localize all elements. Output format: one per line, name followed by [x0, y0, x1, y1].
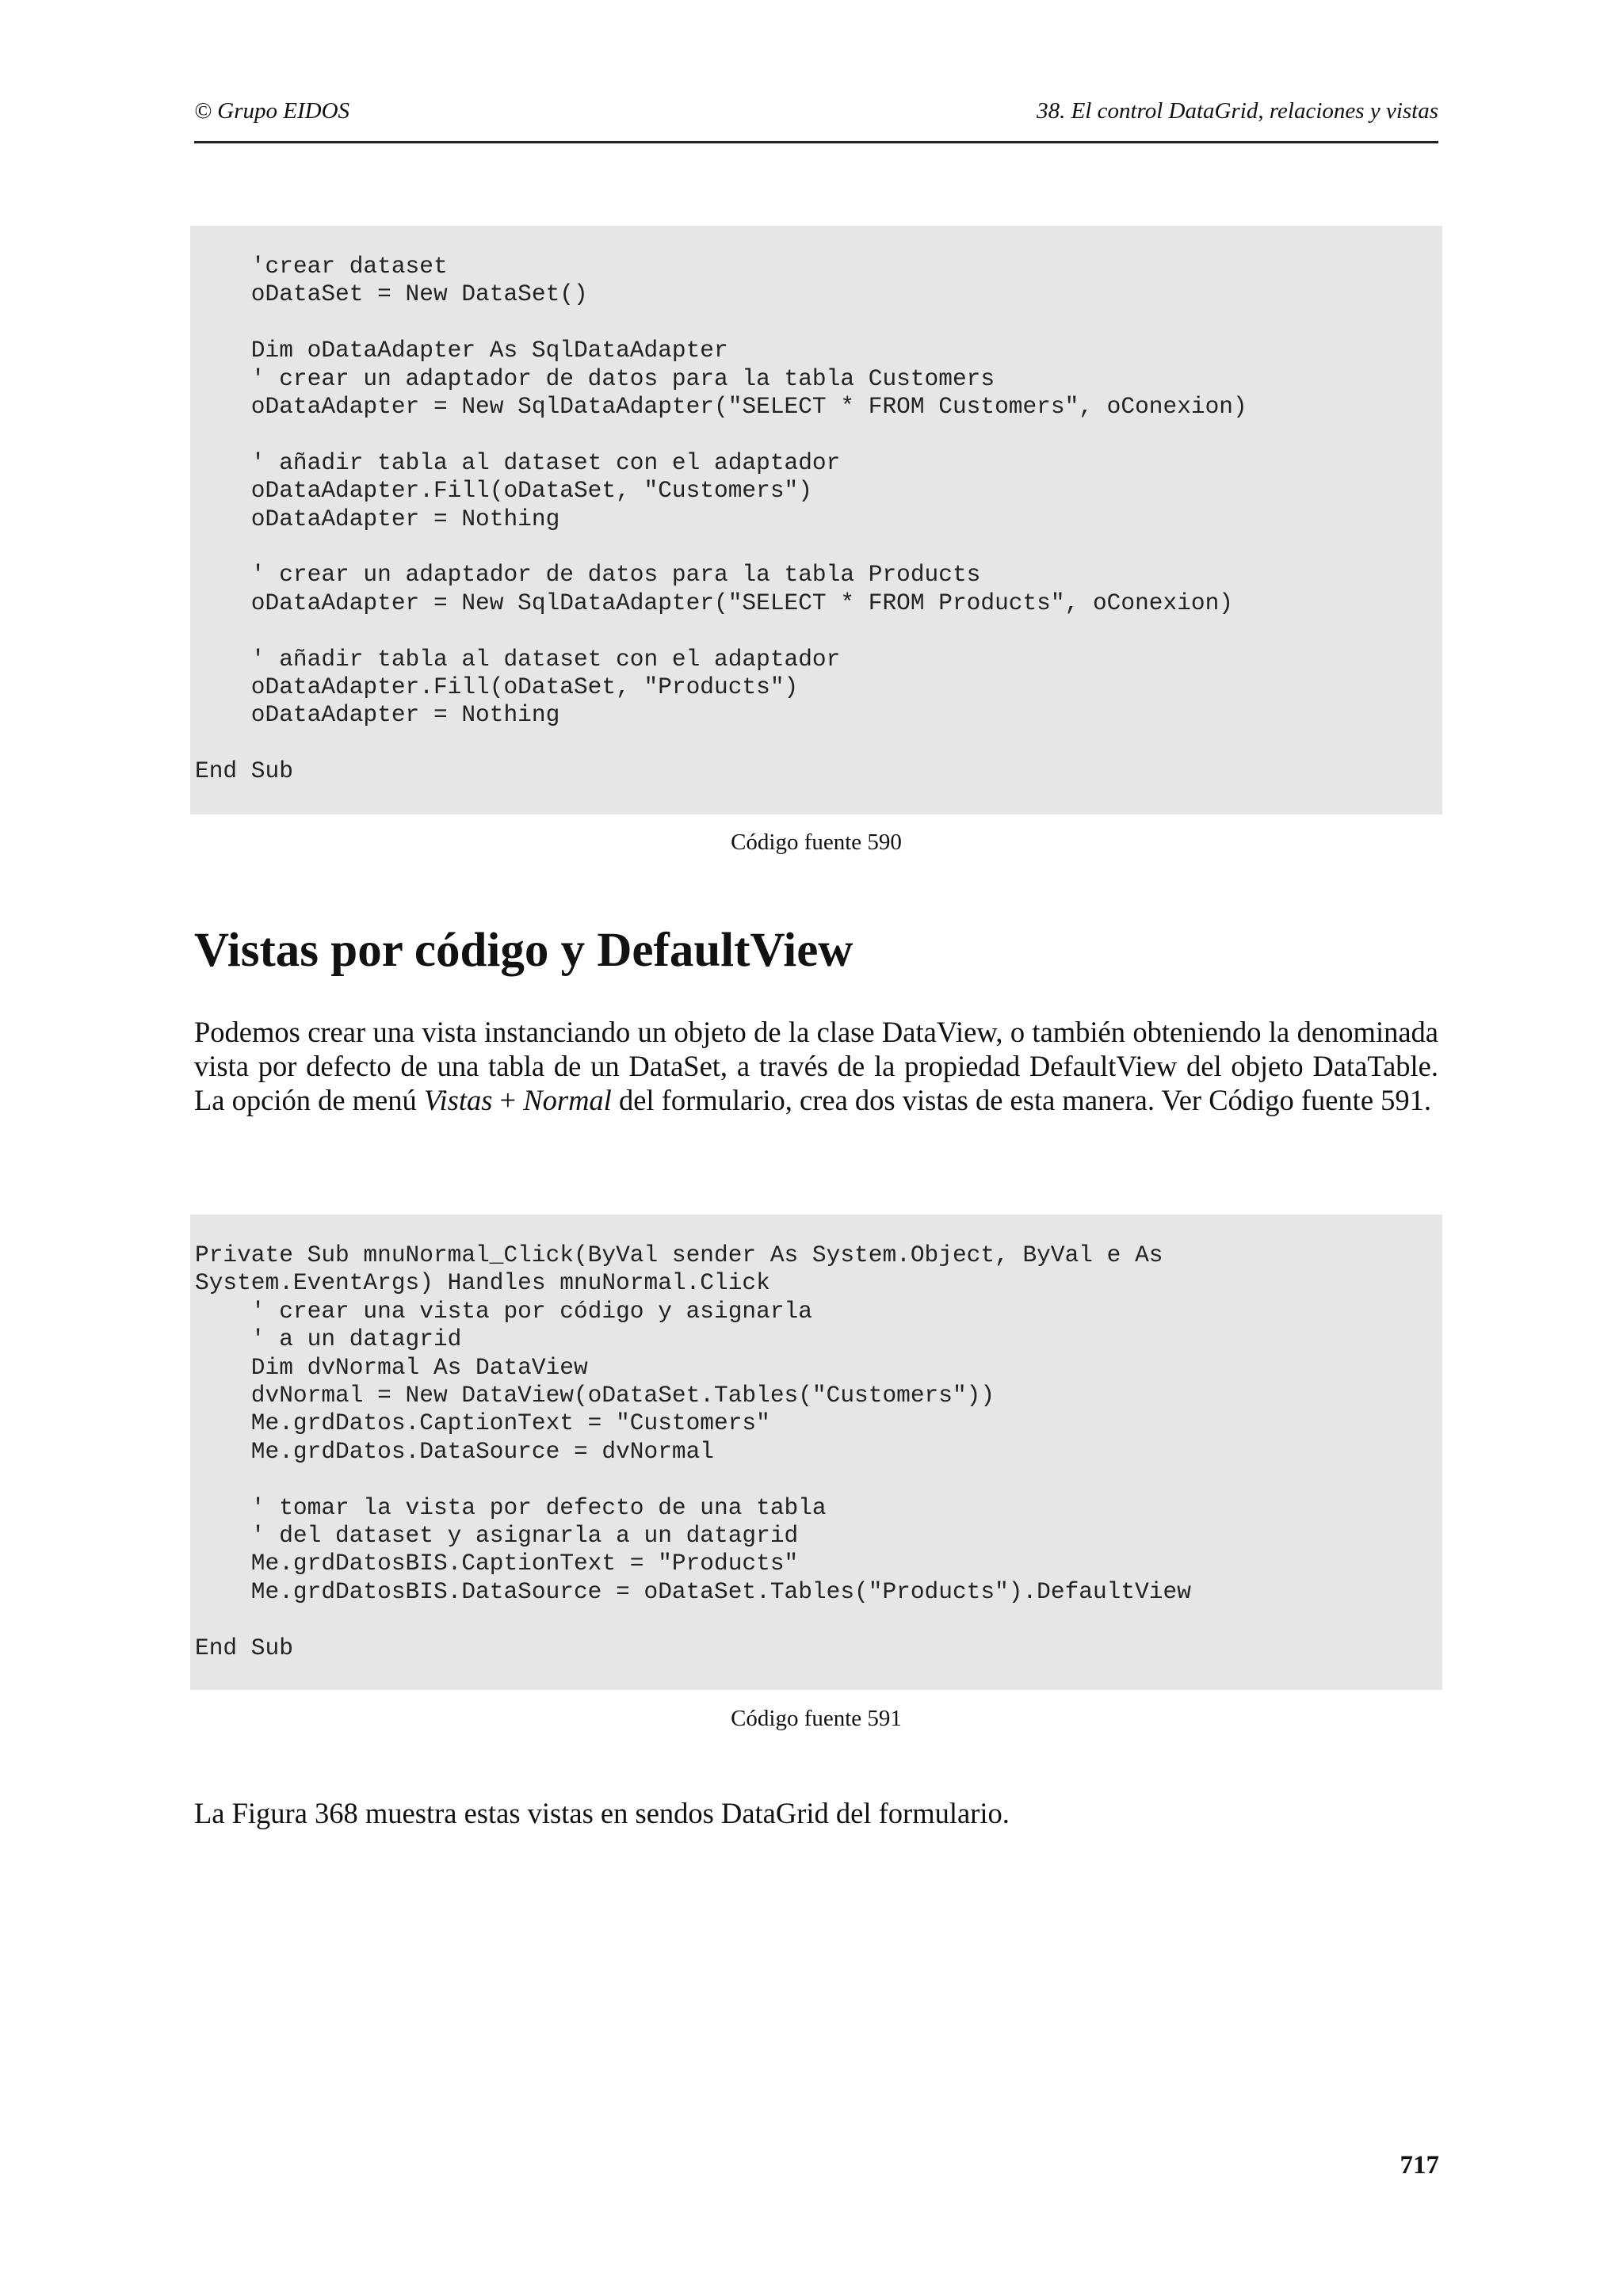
code-line: ' tomar la vista por defecto de una tabla [195, 1493, 827, 1521]
page-number: 717 [1400, 2151, 1439, 2180]
code-line [195, 730, 1442, 757]
code-line: Me.grdDatos.CaptionText = "Customers" [195, 1409, 770, 1437]
code-line: oDataSet = New DataSet() [195, 280, 588, 308]
code-line [195, 617, 1442, 645]
code-line: ' crear un adaptador de datos para la tabla Customers [195, 364, 995, 392]
body-paragraph-figure-reference: La Figura 368 muestra estas vistas en sendos DataGrid del formulario. [194, 1797, 1010, 1829]
code-line [195, 1466, 1442, 1493]
code-block-591 [190, 1215, 1442, 1690]
paragraph-text: + [492, 1084, 524, 1116]
code-line: Me.grdDatos.DataSource = dvNormal [195, 1437, 715, 1465]
code-line: Dim oDataAdapter As SqlDataAdapter [195, 337, 728, 364]
code-line: oDataAdapter = New SqlDataAdapter("SELECT * FROM Customers", oConexion) [195, 393, 1247, 421]
code-line: oDataAdapter = Nothing [195, 505, 560, 532]
code-line: System.EventArgs) Handles mnuNormal.Click [195, 1269, 770, 1297]
code-line: oDataAdapter = Nothing [195, 701, 560, 729]
menu-item-emphasis: Normal [523, 1084, 612, 1116]
code-line: End Sub [195, 757, 293, 785]
code-line: 'crear dataset [195, 253, 448, 280]
code-line: Me.grdDatosBIS.CaptionText = "Products" [195, 1550, 799, 1577]
code-line: Me.grdDatosBIS.DataSource = oDataSet.Tables("Products").DefaultView [195, 1577, 1191, 1605]
section-heading: Vistas por código y DefaultView [194, 924, 854, 977]
paragraph-text: Podemos crear una vista instanciando un objeto de la clase DataView, o también obteniendo la denominada vista por defecto de una tabla de un DataSet, a través de la propiedad DefaultView del objeto DataTable. La opción de menú [194, 1016, 1438, 1116]
code-line: ' crear un adaptador de datos para la tabla Products [195, 561, 981, 589]
code-line: ' añadir tabla al dataset con el adaptador [195, 448, 841, 476]
code-line [195, 1606, 1442, 1634]
paragraph-text: del formulario, crea dos vistas de esta manera. Ver Código fuente 591. [611, 1084, 1432, 1116]
code-line: oDataAdapter = New SqlDataAdapter("SELECT * FROM Products", oConexion) [195, 589, 1234, 616]
header-chapter-title: 38. El control DataGrid, relaciones y vistas [1037, 98, 1438, 124]
code-caption-590: Código fuente 590 [731, 830, 902, 855]
code-line: dvNormal = New DataView(oDataSet.Tables("Customers")) [195, 1382, 995, 1409]
code-line: End Sub [195, 1634, 293, 1661]
code-line: ' a un datagrid [195, 1325, 462, 1353]
body-paragraph-views [194, 1015, 1438, 1117]
code-line: Dim dvNormal As DataView [195, 1353, 588, 1381]
code-listing-591 [195, 1241, 1442, 1662]
code-line: ' crear una vista por código y asignarla [195, 1297, 812, 1325]
code-line: ' añadir tabla al dataset con el adaptador [195, 645, 841, 673]
running-header [194, 93, 1438, 143]
code-caption-591: Código fuente 591 [731, 1706, 902, 1731]
menu-name-emphasis: Vistas [423, 1084, 493, 1116]
code-line: Private Sub mnuNormal_Click(ByVal sender As System.Object, ByVal e As [195, 1241, 1163, 1268]
code-line [195, 309, 1442, 337]
code-block-590 [190, 226, 1442, 814]
header-publisher: © Grupo EIDOS [194, 98, 350, 124]
code-line: oDataAdapter.Fill(oDataSet, "Customers") [195, 477, 812, 505]
code-listing-590 [195, 253, 1442, 786]
code-line: ' del dataset y asignarla a un datagrid [195, 1522, 799, 1550]
code-line [195, 533, 1442, 561]
code-line: oDataAdapter.Fill(oDataSet, "Products") [195, 673, 799, 701]
code-line [195, 421, 1442, 448]
